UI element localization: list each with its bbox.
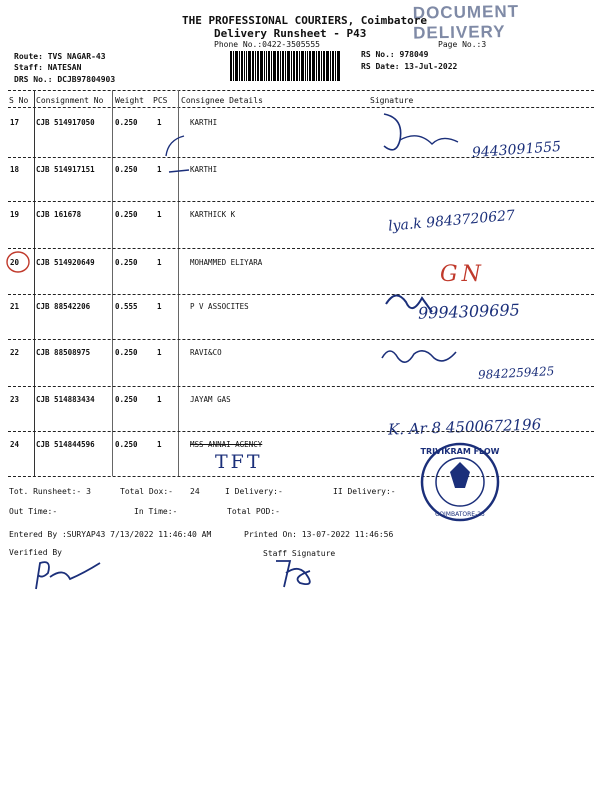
col-consignment: Consignment No: [36, 96, 104, 105]
row-weight: 0.250: [115, 210, 138, 219]
header-top-rule: [8, 90, 594, 91]
col-divider: [112, 90, 113, 476]
row-consignee: JAYAM GAS: [190, 395, 231, 404]
handwritten-note: GN: [440, 262, 485, 287]
total-pod: Total POD:-: [227, 507, 280, 516]
company-seal-stamp: [410, 436, 510, 522]
runsheet-title: Delivery Runsheet - P43: [214, 27, 367, 40]
page-number: Page No.:3: [438, 40, 487, 49]
row-weight: 0.555: [115, 302, 138, 311]
row-weight: 0.250: [115, 258, 138, 267]
row-sno: 17: [10, 118, 20, 127]
row-rule: [8, 431, 594, 432]
row-rule: [8, 201, 594, 202]
col-weight: Weight: [115, 96, 144, 105]
row-consignment: CJB 88508975: [36, 348, 91, 357]
signature-mark: [382, 288, 442, 318]
rs-date: RS Date: 13-Jul-2022: [361, 62, 458, 71]
row-weight: 0.250: [115, 395, 138, 404]
route-label: Route: TVS NAGAR-43: [14, 52, 106, 61]
total-dox-value: 24: [190, 487, 200, 496]
staff-signature: [270, 553, 330, 593]
verified-signature: [30, 555, 110, 595]
row-consignee: P V ASSOCITES: [190, 302, 249, 311]
row-sno: 23: [10, 395, 20, 404]
row-consignment: CJB 514920649: [36, 258, 95, 267]
row-pcs: 1: [157, 302, 162, 311]
signature-mark: [378, 110, 568, 160]
document-delivery-stamp: DOCUMENT DELIVERY: [412, 1, 520, 43]
row-consignee: KARTHICK K: [190, 210, 236, 219]
row-pcs: 1: [157, 210, 162, 219]
row-consignee: MOHAMMED ELIYARA: [190, 258, 263, 267]
signature-mark: [4, 248, 34, 274]
signature-mark: [378, 340, 468, 372]
seal-name: TRIVIKRAM FLOW: [420, 447, 500, 456]
row-rule: [8, 248, 594, 249]
printed-on: Printed On: 13-07-2022 11:46:56: [244, 530, 394, 539]
handwritten-note: 9842259425: [477, 364, 555, 382]
row-consignment: CJB 514917151: [36, 165, 95, 174]
barcode: [230, 51, 341, 81]
phone-number: Phone No.:0422-3505555: [214, 40, 320, 49]
row-pcs: 1: [157, 118, 162, 127]
row-weight: 0.250: [115, 118, 138, 127]
handwritten-note: 9443091555: [471, 138, 562, 162]
row-sno: 19: [10, 210, 20, 219]
ii-delivery: II Delivery:-: [333, 487, 396, 496]
col-sno: S No: [9, 96, 29, 105]
signature-mark: [158, 130, 198, 160]
row-consignment: CJB 88542206: [36, 302, 91, 311]
total-runsheet: Tot. Runsheet:- 3: [9, 487, 91, 496]
col-pcs: PCS: [153, 96, 168, 105]
verified-by-label: Verified By: [9, 548, 62, 557]
signature-mark: [165, 160, 195, 180]
row-rule: [8, 294, 594, 295]
drs-number: DRS No.: DCJB97804903: [14, 75, 116, 84]
row-pcs: 1: [157, 348, 162, 357]
handwritten-note: K. Ar 8 4500672196: [387, 415, 542, 439]
row-consignment: CJB 514844596: [36, 440, 95, 449]
handwritten-note: lya.k 9843720627: [387, 207, 516, 235]
row-consignment: CJB 161678: [36, 210, 82, 219]
handwritten-note: TFT: [215, 451, 263, 473]
row-rule: [8, 339, 594, 340]
rs-number: RS No.: 978049: [361, 50, 429, 59]
col-consignee: Consignee Details: [181, 96, 263, 105]
row-pcs: 1: [157, 440, 162, 449]
total-dox-label: Total Dox:-: [120, 487, 173, 496]
row-consignment: CJB 514917050: [36, 118, 95, 127]
entered-by: Entered By :SURYAP43 7/13/2022 11:46:40 AM: [9, 530, 212, 539]
row-weight: 0.250: [115, 440, 138, 449]
out-time: Out Time:-: [9, 507, 58, 516]
row-sno: 22: [10, 348, 20, 357]
header-bottom-rule: [8, 107, 594, 108]
row-sno: 24: [10, 440, 20, 449]
row-sno: 18: [10, 165, 20, 174]
row-sno: 20: [10, 258, 20, 267]
row-sno: 21: [10, 302, 20, 311]
col-signature: Signature: [370, 96, 414, 105]
row-consignee: MSS ANNAI AGENCY: [190, 440, 263, 449]
row-consignment: CJB 514883434: [36, 395, 95, 404]
row-consignee: KARTHI: [190, 165, 218, 174]
company-title: THE PROFESSIONAL COURIERS, Coimbatore: [182, 14, 428, 27]
handwritten-note: 9994309695: [417, 300, 521, 323]
staff-signature-label: Staff Signature: [263, 549, 336, 558]
row-weight: 0.250: [115, 348, 138, 357]
staff-label: Staff: NATESAN: [14, 63, 82, 72]
row-pcs: 1: [157, 165, 162, 174]
row-pcs: 1: [157, 258, 162, 267]
i-delivery: I Delivery:-: [225, 487, 283, 496]
in-time: In Time:-: [134, 507, 178, 516]
row-pcs: 1: [157, 395, 162, 404]
col-divider: [34, 90, 35, 476]
row-consignee: KARTHI: [190, 118, 218, 127]
row-consignee: RAVI&CO: [190, 348, 222, 357]
seal-sub: COIMBATORE-25: [435, 511, 485, 518]
row-rule: [8, 386, 594, 387]
row-weight: 0.250: [115, 165, 138, 174]
